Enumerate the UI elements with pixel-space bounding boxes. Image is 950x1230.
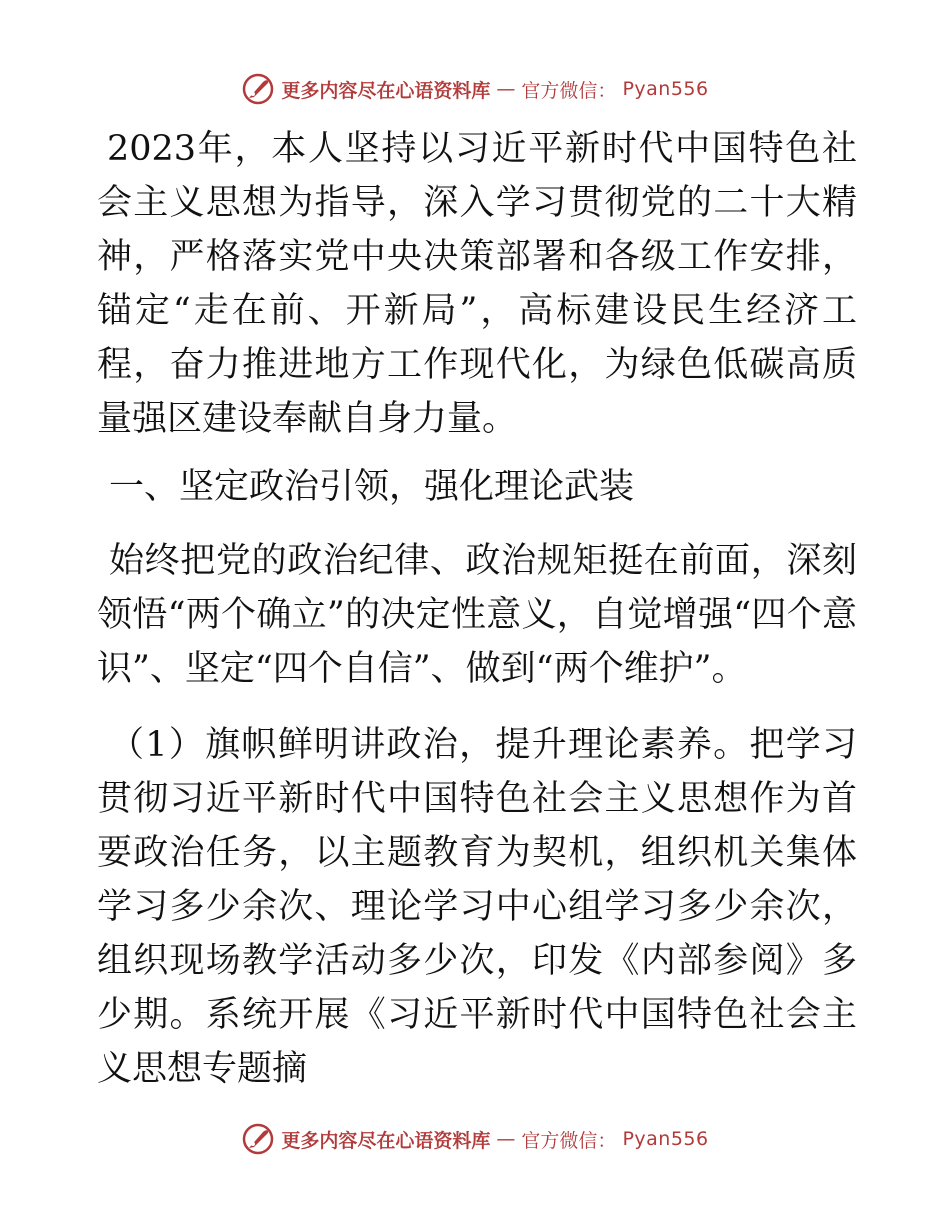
watermark-id: Pyan556 xyxy=(622,1128,709,1150)
watermark-dash: — xyxy=(496,78,516,100)
watermark-text: 更多内容尽在心语资料库 xyxy=(281,1129,491,1152)
paragraph-political-discipline: 始终把党的政治纪律、政治规矩挺在前面，深刻领悟“两个确立”的决定性意义，自觉增强“四个意识”、坚定“四个自信”、做到“两个维护”。 xyxy=(97,541,857,689)
watermark-footer xyxy=(0,1122,950,1156)
watermark-text: 更多内容尽在心语资料库 xyxy=(281,79,491,102)
watermark-header xyxy=(0,72,950,106)
section-heading-1: 一、坚定政治引领，强化理论武装 xyxy=(109,467,635,507)
paragraph-intro: 2023年，本人坚持以习近平新时代中国特色社会主义思想为指导，深入学习贯彻党的二十大精神，严格落实党中央决策部署和各级工作安排，锚定“走在前、开新局”，高标建设民生经济工程，奋力推进地方工作现代化，为绿色低碳高质量强区建设奉献自身力量。 xyxy=(97,129,857,439)
watermark-dash: — xyxy=(496,1128,516,1150)
watermark-id: Pyan556 xyxy=(622,78,709,100)
feather-pen-circle-icon xyxy=(241,72,275,106)
feather-pen-circle-icon xyxy=(241,1122,275,1156)
watermark-suffix: 官方微信： xyxy=(521,79,617,102)
watermark-suffix: 官方微信： xyxy=(521,1129,617,1152)
document-body xyxy=(97,122,857,1096)
paragraph-theory-study: （1）旗帜鲜明讲政治，提升理论素养。把学习贯彻习近平新时代中国特色社会主义思想作为首要政治任务，以主题教育为契机，组织机关集体学习多少余次、理论学习中心组学习多少余次，组织现场教学活动多少次，印发《内部参阅》多少期。系统开展《习近平新时代中国特色社会主义思想专题摘 xyxy=(97,725,857,1089)
